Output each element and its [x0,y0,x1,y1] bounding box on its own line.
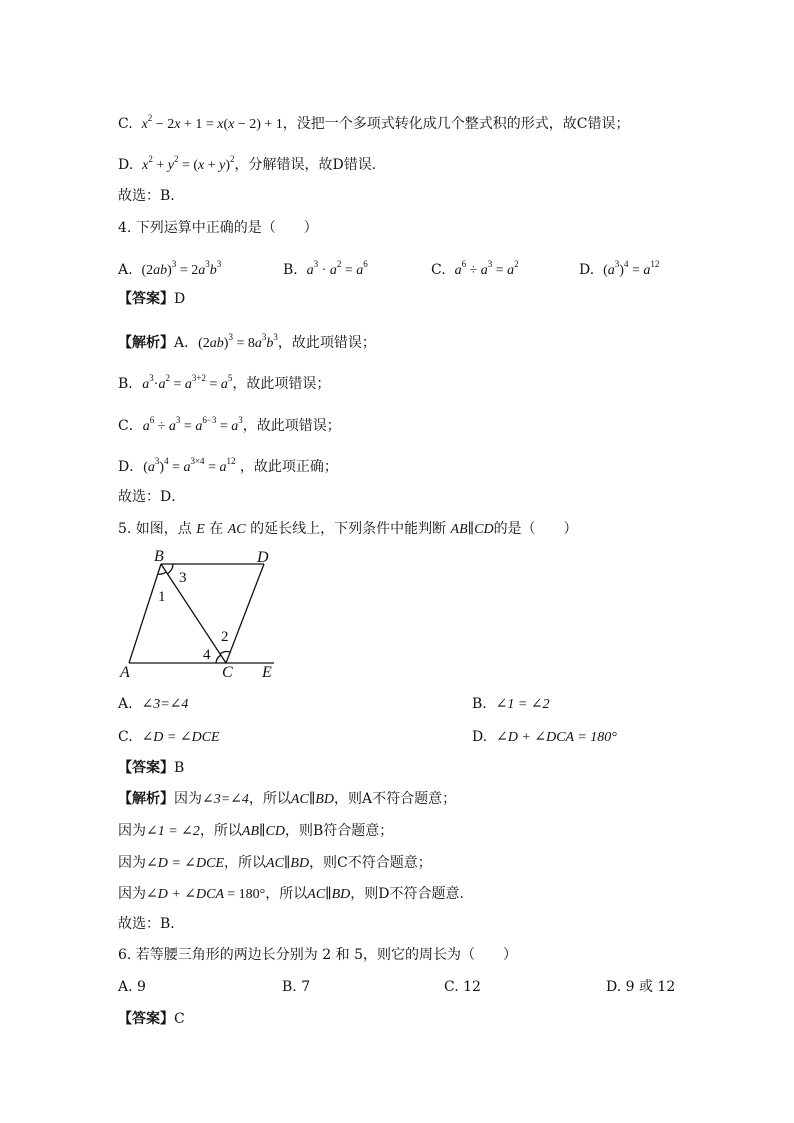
q5-analysis-2 [118,821,393,842]
math-expression: $(a^3)^4 = a^{12}$ [603,259,660,278]
math-expression: $a^6 \div a^3 = a^2$ [454,259,519,278]
analysis-text: ，则B符合题意； [284,823,394,839]
q4-option-c [431,254,519,281]
option-label: C. [431,262,446,278]
option-label: B. [283,262,298,278]
answer-tag: 【答案】 [118,1011,174,1027]
segment-ab [129,564,161,663]
math-expression: $(2ab)^3 = 2a^3b^3$ [141,259,222,278]
analysis-text: 因为 [118,855,146,871]
q4-option-b [283,254,368,281]
option-label: A. [118,262,133,278]
analysis-text: ，则D不符合题意. [350,886,464,902]
math-expression: ∠1 = ∠2 [146,824,200,839]
stem-text: 的延长线上，下列条件中能判断 [250,521,447,537]
option-label: C. [118,116,133,132]
q6-stem: 6. 若等腰三角形的两边长分别为 2 和 5，则它的周长为（ ） [118,947,517,963]
option-text: ∠D = ∠DCE [141,730,220,745]
q6-option-a: A. 9 [118,979,146,995]
label-angle-2: 2 [221,629,229,645]
segment-bc [161,564,226,663]
analysis-text: 因为 [118,823,146,839]
analysis-text: ，则C不符合题意； [309,855,432,871]
option-label: D. [579,262,595,278]
angle-arc-2 [220,652,230,654]
q4-option-d [579,254,659,281]
math-expression: AB∥CD [241,824,285,839]
math-expression: ∠D = ∠DCE [146,856,225,871]
analysis-text: ，所以 [248,791,291,807]
q5-answer-select: 故选：B． [118,916,185,932]
math-expression: $a^3\cdot a^2 = a^{3+2} = a^5$ [142,373,233,392]
math-expression: AB∥CD [450,522,494,537]
math-expression: ∠D + ∠DCA = 180° [146,887,266,902]
q6-answer [118,1009,185,1029]
option-text: ∠3=∠4 [141,697,189,712]
q5-option-b [472,694,550,715]
q5-stem [118,519,578,540]
stem-text: 在 [209,521,224,537]
math-expression: AC∥BD [307,887,351,902]
label-point-d: D [257,549,269,566]
label-angle-1: 1 [158,589,166,605]
answer-value: C [174,1011,185,1027]
label-angle-4: 4 [203,647,211,663]
analysis-text: ，故此项错误； [232,376,331,392]
analysis-text: 因为 [174,791,202,807]
q4-analysis-b [118,368,330,395]
option-label: D. [472,729,488,745]
q6-option-b: B. 7 [282,979,311,995]
q5-analysis-1 [118,789,456,810]
q4-analysis-c [118,410,341,437]
option-label: B． [118,376,143,392]
math-expression: AC∥BD [266,856,310,871]
angle-arc-3 [167,564,173,574]
option-text: ∠D + ∠DCA = 180° [496,730,617,745]
q5-answer [118,758,184,778]
angle-arc-4 [216,655,221,663]
q6-option-c: C. 12 [444,979,481,995]
math-expression: ∠3=∠4 [202,792,249,807]
q3-answer-select: 故选：B. [118,188,175,204]
analysis-tag: 【解析】 [118,791,174,807]
q3-analysis-d [118,149,376,176]
analysis-tag: 【解析】 [118,335,174,351]
q4-analysis-d [118,451,338,478]
math-expression: $(2ab)^3 = 8a^3b^3$ [198,332,278,351]
math-expression: $a^3 \cdot a^2 = a^6$ [306,259,368,278]
option-label: A. [118,696,133,712]
answer-tag: 【答案】 [118,760,174,776]
label-point-b: B [154,548,164,565]
option-label: C． [118,418,143,434]
q5-option-d [472,727,617,748]
q5-option-a [118,694,188,715]
analysis-text: ，故此项错误； [277,335,376,351]
option-label: A． [174,335,199,351]
q5-geometry-figure [112,546,292,682]
label-point-a: A [120,664,130,681]
math-expression: $a^6 \div a^3 = a^{6-3} = a^3$ [142,415,243,434]
answer-value: D [174,291,186,307]
option-label: B. [472,696,487,712]
option-label: D. [118,157,134,173]
analysis-text: ，所以 [224,855,267,871]
stem-text: 的是（ ） [493,521,578,537]
q4-answer-select: 故选：D． [118,489,186,505]
q5-option-c [118,727,220,748]
analysis-text: ，故此项正确； [239,459,338,475]
q5-analysis-3 [118,853,432,874]
math-symbol: AC [227,522,246,537]
math-symbol: E [196,522,205,537]
analysis-text: ，分解错误，故D错误. [234,157,377,173]
analysis-text: ，所以 [199,823,242,839]
q6-option-d: D. 9 或 12 [606,979,676,995]
angle-arc-1 [158,572,166,574]
option-label: C. [118,729,133,745]
segment-cd [226,564,264,663]
option-text: ∠1 = ∠2 [495,697,550,712]
analysis-text: ，则A不符合题意； [333,791,457,807]
label-point-c: C [222,664,233,681]
analysis-text: ，所以 [265,886,308,902]
q5-analysis-4 [118,884,464,905]
answer-value: B [174,760,185,776]
math-expression: $x^2 - 2x + 1 = x(x - 2) + 1$ [141,113,283,132]
math-expression: AC∥BD [290,792,334,807]
answer-tag: 【答案】 [118,291,174,307]
math-expression: $x^2 + y^2 = (x + y)^2$ [142,154,235,173]
q4-option-a [118,254,221,281]
label-point-e: E [262,664,272,681]
q3-analysis-c [118,108,630,135]
analysis-text: ，没把一个多项式转化成几个整式积的形式，故C错误； [282,116,630,132]
analysis-text: 因为 [118,886,146,902]
option-label: D． [118,459,144,475]
analysis-text: ，故此项错误； [242,418,341,434]
math-expression: $(a^3)^4 = a^{3\times 4} = a^{12}$ [143,456,236,475]
q4-answer [118,289,185,309]
stem-text: 5. 如图，点 [118,521,192,537]
q4-stem: 4. 下列运算中正确的是（ ） [118,220,318,236]
q4-analysis-a [118,327,376,354]
label-angle-3: 3 [179,570,187,586]
